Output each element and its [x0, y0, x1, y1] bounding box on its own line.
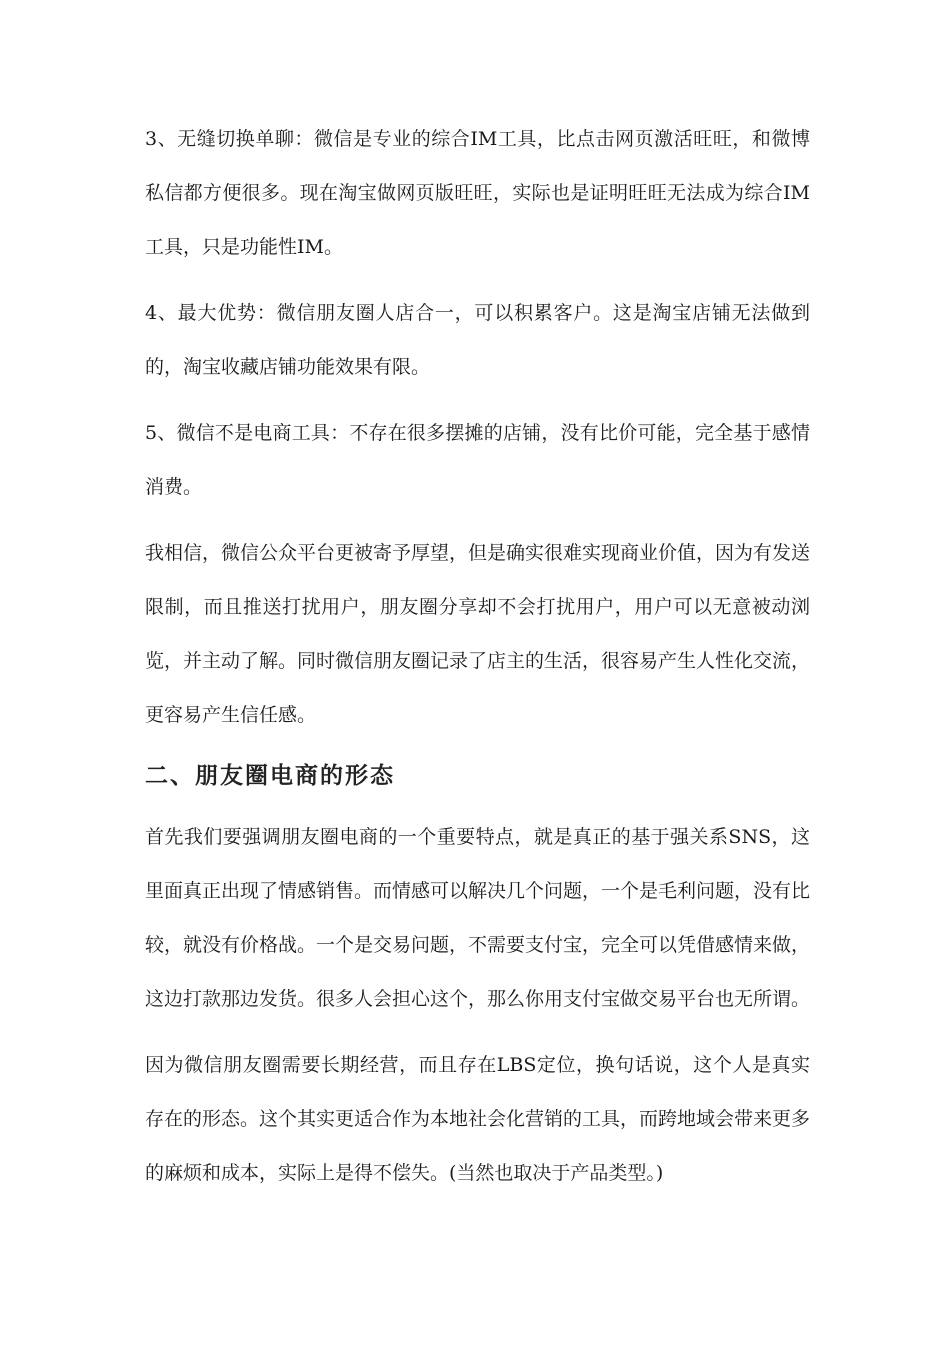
- paragraph-gap: [145, 394, 810, 406]
- section-heading: 二、朋友圈电商的形态: [145, 763, 395, 789]
- paragraph-gap: [145, 514, 810, 526]
- paragraph-point-3: 3、无缝切换单聊：微信是专业的综合IM工具，比点击网页激活旺旺，和微博私信都方便很多。现在淘宝做网页版旺旺，实际也是证明旺旺无法成为综合IM工具，只是功能性IM。: [145, 128, 810, 258]
- paragraph-gap: [145, 796, 810, 810]
- paragraph-point-5: 5、微信不是电商工具：不存在很多摆摊的店铺，没有比价可能，完全基于感情消费。: [145, 422, 810, 498]
- paragraph-feature: 首先我们要强调朋友圈电商的一个重要特点，就是真正的基于强关系SNS，这里面真正出现了情感销售。而情感可以解决几个问题，一个是毛利问题，没有比较，就没有价格战。一个是交易问题，不需要支付宝，完全可以凭借感情来做，这边打款那边发货。很多人会担心这个，那么你用支付宝做交易平台也无所谓。: [145, 826, 811, 1010]
- paragraph-lbs: 因为微信朋友圈需要长期经营，而且存在LBS定位，换句话说，这个人是真实存在的形态。这个其实更适合作为本地社会化营销的工具，而跨地域会带来更多的麻烦和成本，实际上是得不偿失。(当然也取决于产品类型。): [145, 1054, 811, 1184]
- paragraph-gap: [145, 742, 810, 756]
- paragraph-gap: [145, 274, 810, 286]
- paragraph-point-4: 4、最大优势：微信朋友圈人店合一，可以积累客户。这是淘宝店铺无法做到的，淘宝收藏店铺功能效果有限。: [145, 302, 810, 378]
- document-page: [145, 112, 810, 1200]
- paragraph-gap: [145, 1026, 810, 1038]
- paragraph-opinion: 我相信，微信公众平台更被寄予厚望，但是确实很难实现商业价值，因为有发送限制，而且推送打扰用户，朋友圈分享却不会打扰用户，用户可以无意被动浏览，并主动了解。同时微信朋友圈记录了店主的生活，很容易产生人性化交流，更容易产生信任感。: [145, 542, 811, 726]
